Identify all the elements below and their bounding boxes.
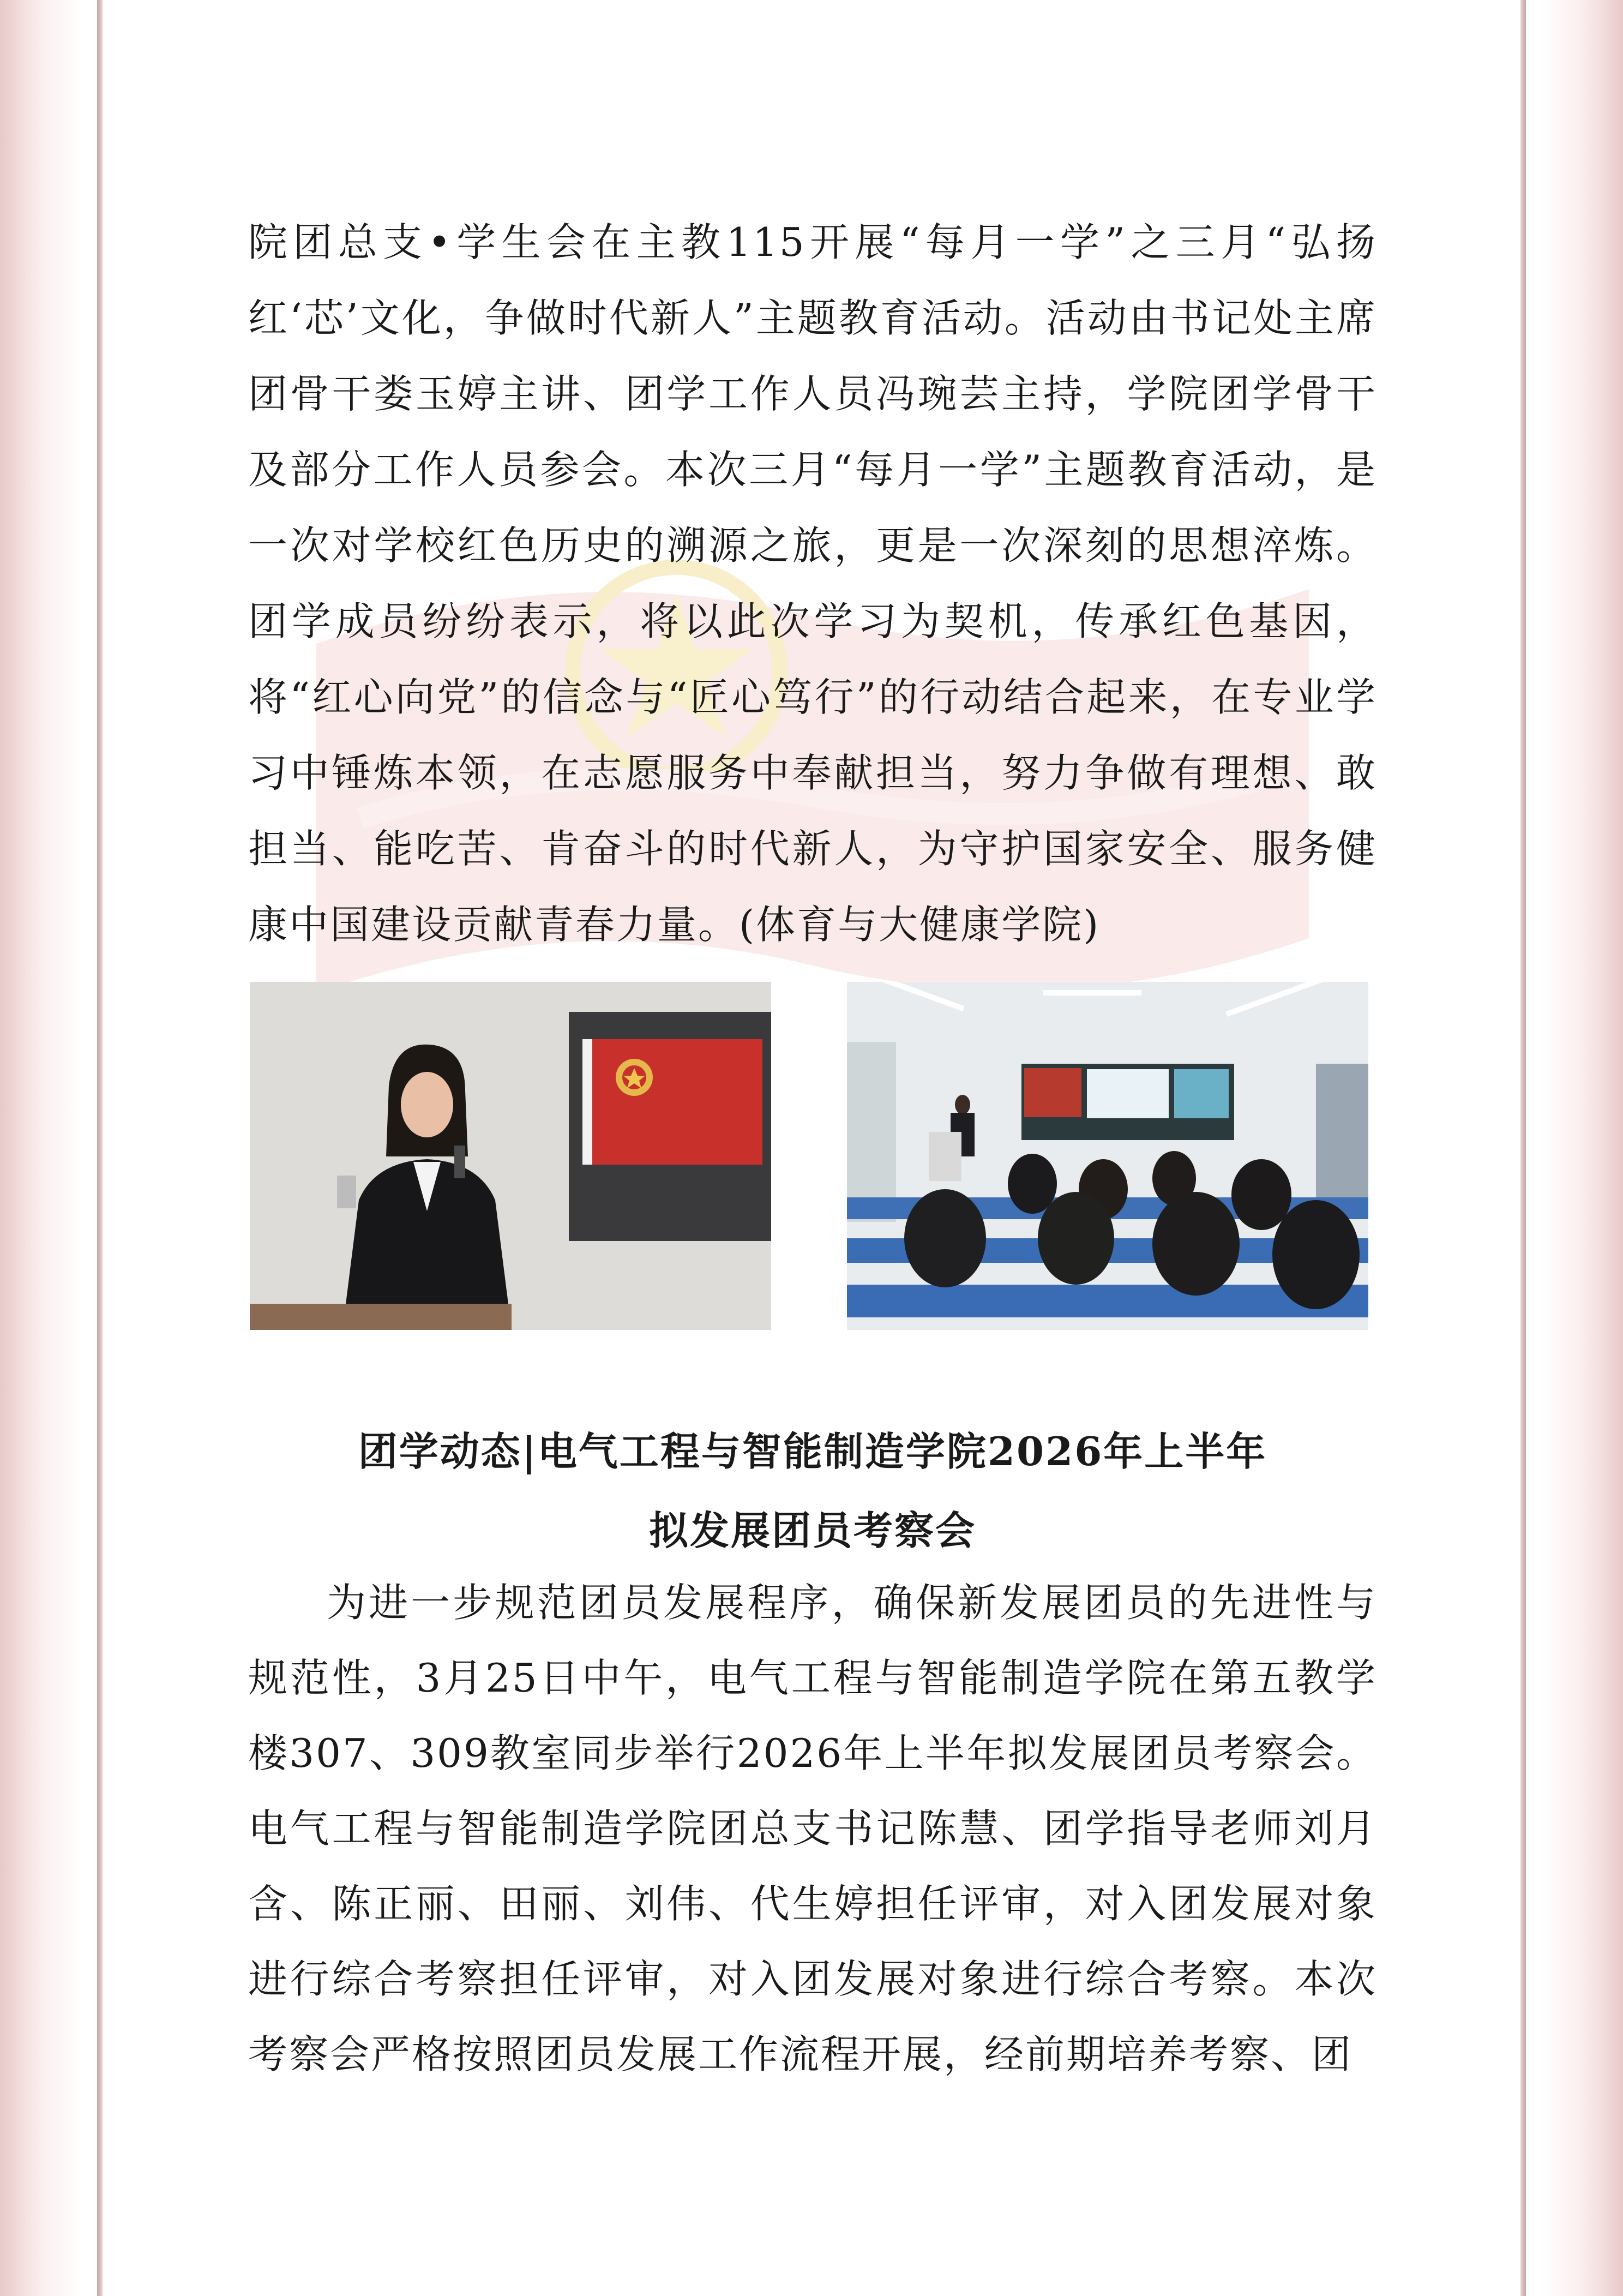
article-1-paragraph: 院团总支•学生会在主教115开展“每月一学”之三月“弘扬红‘芯’文化，争做时代新人”主题教育活动。活动由书记处主席团骨干娄玉婷主讲、团学工作人员冯琬芸主持，学院团学骨干及部分工作人员参会。本次三月“每月一学”主题教育活动，是一次对学校红色历史的溯源之旅，更是一次深刻的思想淬炼。团学成员纷纷表示，将以此次学习为契机，传承红色基因，将“红心向党”的信念与“匠心笃行”的行动结合起来，在专业学习中锤炼本领，在志愿服务中奉献担当，努力争做有理想、敢担当、能吃苦、肯奋斗的时代新人，为守护国家安全、服务健康中国建设贡献青春力量。(体育与大健康学院): [248, 219, 1377, 948]
photo-speaker: [250, 982, 771, 1330]
article-2-title-line-2: 拟发展团员考察会: [648, 1507, 976, 1554]
right-decorative-border: [1514, 0, 1623, 2296]
classroom-audience-photo-icon: [847, 982, 1368, 1330]
photo-classroom: [847, 982, 1368, 1330]
article-2-title-line-1: 团学动态|电气工程与智能制造学院2026年上半年: [358, 1428, 1267, 1474]
article-1-body: [248, 205, 1377, 963]
right-border-line: [1520, 0, 1526, 2296]
article-2-body: [248, 1565, 1377, 2092]
left-border-line: [97, 0, 103, 2296]
speaker-with-league-flag-photo-icon: [250, 982, 771, 1330]
left-decorative-border: [0, 0, 109, 2296]
article-2-title: [248, 1412, 1377, 1570]
article-2-paragraph: 为进一步规范团员发展程序，确保新发展团员的先进性与规范性，3月25日中午，电气工程与智能制造学院在第五教学楼307、309教室同步举行2026年上半年拟发展团员考察会。电气工程与智能制造学院团总支书记陈慧、团学指导老师刘月含、陈正丽、田丽、刘伟、代生婷担任评审，对入团发展对象进行综合考察担任评审，对入团发展对象进行综合考察。本次考察会严格按照团员发展工作流程开展，经前期培养考察、团: [248, 1580, 1377, 2077]
